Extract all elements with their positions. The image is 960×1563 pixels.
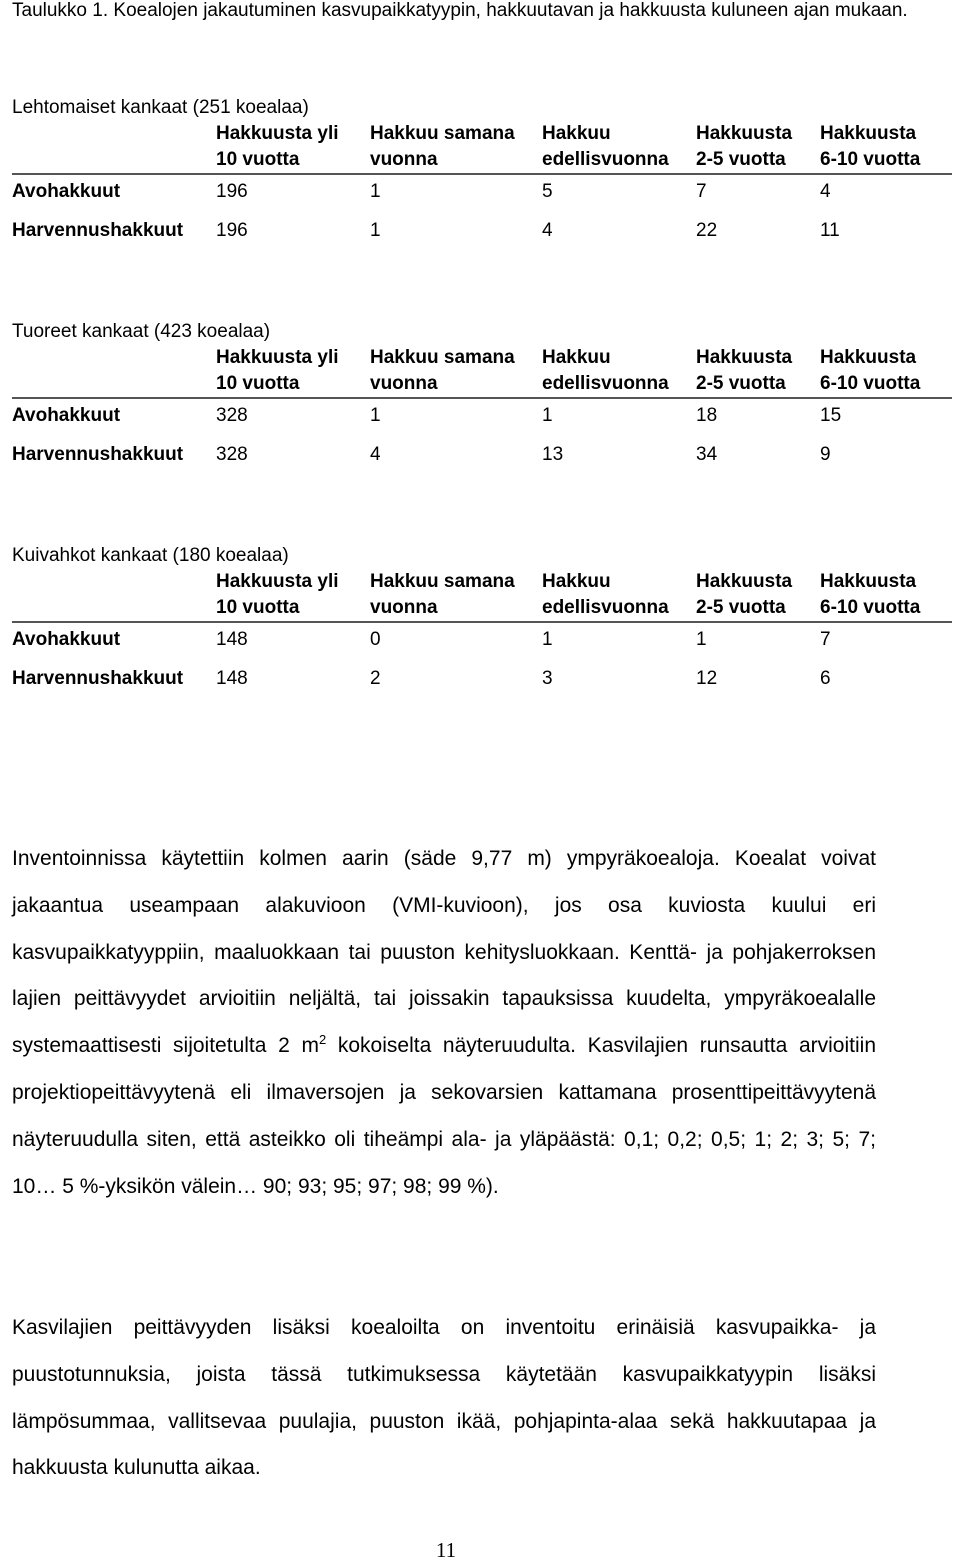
paragraph-text: Inventoinnissa käytettiin kolmen aarin (säde 9,77 m) ympyräkoealoja. Koealat voivat jakaantua useampaan alakuvioon (VMI-kuvioon), jos osa kuviosta kuului eri kasvupaikkatyyppiin, maaluokkaan tai puuston kehitysluokkaan. Kenttä- ja pohjakerroksen lajien peittävyydet arvioitiin neljältä, tai joissakin tapauksissa kuudelta, ympyräkoealalle systemaattisesti sijoitetulta 2 m (12, 847, 876, 1058)
row-label: Avohakkuut (12, 405, 121, 426)
table-cell: 15 (820, 405, 842, 426)
table-cell: 1 (542, 629, 553, 650)
column-header: Hakkuusta yli 10 vuotta (216, 123, 339, 170)
table-caption: Taulukko 1. Koealojen jakautuminen kasvupaikkatyypin, hakkuutavan ja hakkuusta kuluneen ajan mukaan. (12, 0, 908, 21)
table-lehtomaiset (12, 97, 952, 253)
table-cell: 22 (696, 220, 718, 241)
column-header: Hakkuusta 6-10 vuotta (820, 571, 921, 618)
column-header: Hakkuu samana vuonna (370, 571, 515, 618)
table-kuivahkot (12, 545, 952, 701)
row-label: Harvennushakkuut (12, 668, 184, 689)
table-cell: 34 (696, 444, 718, 465)
table-cell: 9 (820, 444, 831, 465)
table-row (12, 399, 952, 438)
column-header: Hakkuusta 6-10 vuotta (820, 347, 921, 394)
column-header: Hakkuusta 2-5 vuotta (696, 347, 793, 394)
column-header: Hakkuusta yli 10 vuotta (216, 347, 339, 394)
paragraph-text: kokoiselta näyteruudulta. Kasvilajien runsautta arvioitiin projektiopeittävyytenä eli ilmaversojen ja sekovarsien kattamana prosenttipeittävyytenä näyteruudulla siten, että asteikko oli tiheämpi ala- ja yläpäästä: 0,1; 0,2; 0,5; 1; 2; 3; 5; 7; 10… 5 %-yksikön välein… 90; 93; 95; 97; 98; 99 %). (12, 1034, 876, 1198)
table-cell: 7 (820, 629, 831, 650)
table-cell: 0 (370, 629, 381, 650)
table-header (12, 569, 952, 623)
table-cell: 1 (696, 629, 707, 650)
table-cell: 1 (370, 405, 381, 426)
table-cell: 12 (696, 668, 718, 689)
table-cell: 13 (542, 444, 564, 465)
column-header: Hakkuusta yli 10 vuotta (216, 571, 339, 618)
table-row (12, 662, 952, 701)
table-cell: 196 (216, 220, 248, 241)
table-cell: 4 (542, 220, 553, 241)
table-cell: 11 (820, 220, 840, 241)
table-cell: 1 (370, 220, 381, 241)
table-cell: 4 (820, 181, 831, 202)
table-cell: 6 (820, 668, 831, 689)
column-header: Hakkuusta 6-10 vuotta (820, 123, 921, 170)
table-cell: 7 (696, 181, 707, 202)
table-cell: 148 (216, 629, 248, 650)
table-row (12, 438, 952, 477)
table-cell: 18 (696, 405, 718, 426)
table-header (12, 345, 952, 399)
table-cell: 5 (542, 181, 553, 202)
table-title: Kuivahkot kankaat (180 koealaa) (12, 545, 289, 566)
table-row (12, 175, 952, 214)
table-cell: 2 (370, 668, 381, 689)
table-cell: 328 (216, 405, 248, 426)
table-cell: 3 (542, 668, 553, 689)
row-label: Avohakkuut (12, 181, 121, 202)
table-tuoreet (12, 321, 952, 477)
paragraph-text: Kasvilajien peittävyyden lisäksi koealoilta on inventoitu erinäisiä kasvupaikka- ja puustotunnuksia, joista tässä tutkimuksessa käytetään kasvupaikkatyypin lisäksi lämpösummaa, vallitsevaa puulajia, puuston ikää, pohjapinta-alaa sekä hakkuutapaa ja hakkuusta kulunutta aikaa. (12, 1316, 876, 1480)
table-cell: 4 (370, 444, 381, 465)
superscript: 2 (318, 1032, 327, 1048)
table-cell: 1 (370, 181, 381, 202)
table-cell: 1 (542, 405, 553, 426)
row-label: Harvennushakkuut (12, 220, 184, 241)
table-cell: 328 (216, 444, 248, 465)
table-title: Lehtomaiset kankaat (251 koealaa) (12, 97, 309, 118)
table-row (12, 623, 952, 662)
column-header: Hakkuusta 2-5 vuotta (696, 571, 793, 618)
table-row (12, 214, 952, 253)
table-cell: 148 (216, 668, 248, 689)
body-paragraph-methods (12, 836, 876, 1210)
table-cell: 196 (216, 181, 248, 202)
body-paragraph-variables (12, 1305, 876, 1492)
column-header: Hakkuu edellisvuonna (542, 123, 669, 170)
column-header: Hakkuusta 2-5 vuotta (696, 123, 793, 170)
column-header: Hakkuu edellisvuonna (542, 347, 669, 394)
column-header: Hakkuu samana vuonna (370, 347, 515, 394)
column-header: Hakkuu samana vuonna (370, 123, 515, 170)
row-label: Harvennushakkuut (12, 444, 184, 465)
page-number: 11 (435, 1538, 457, 1562)
table-header (12, 121, 952, 175)
row-label: Avohakkuut (12, 629, 121, 650)
column-header: Hakkuu edellisvuonna (542, 571, 669, 618)
table-title: Tuoreet kankaat (423 koealaa) (12, 321, 271, 342)
